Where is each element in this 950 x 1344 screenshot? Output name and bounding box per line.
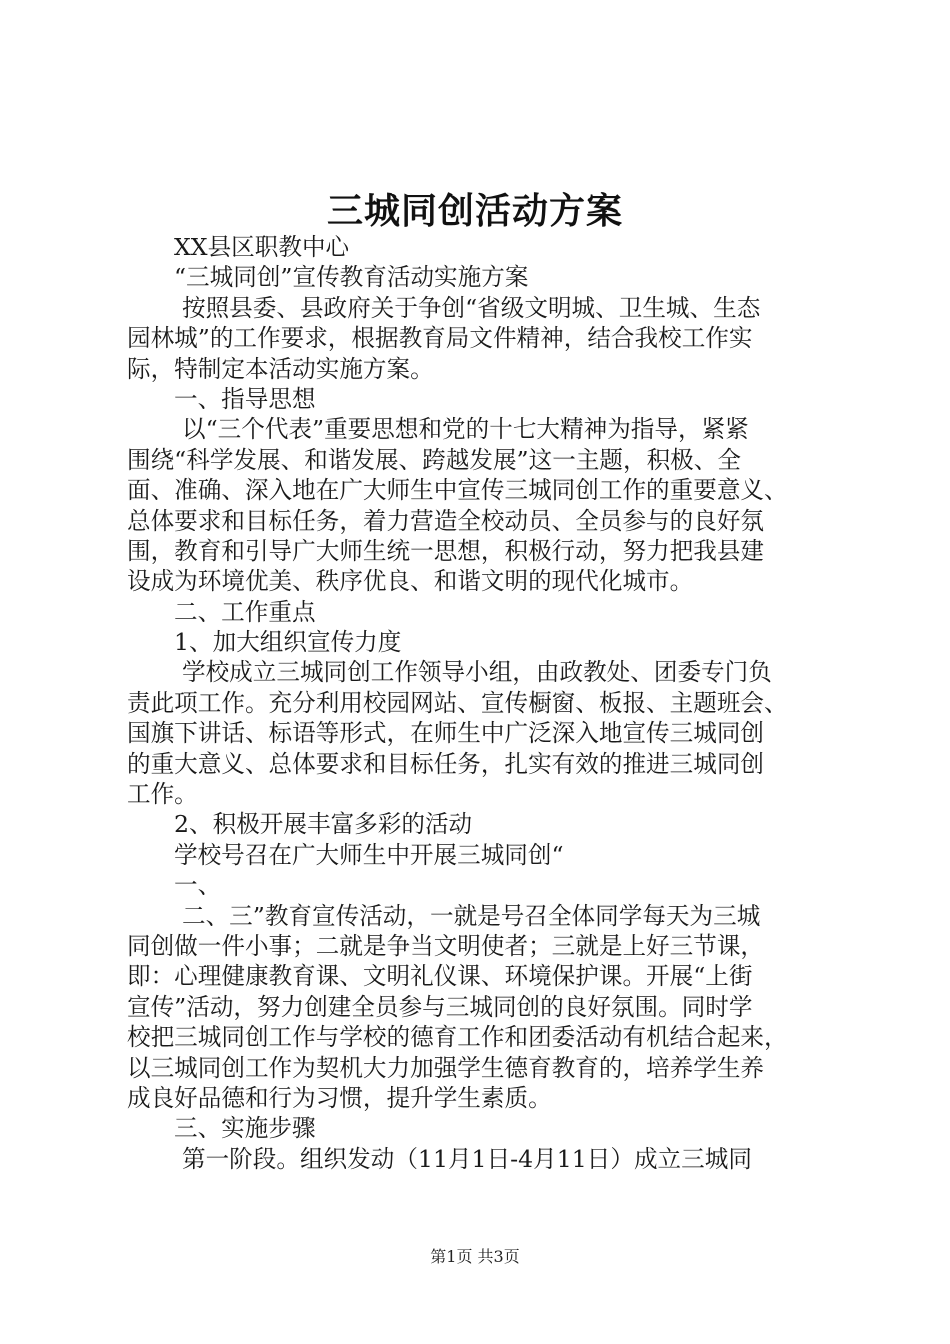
body-line: 责此项工作。充分利用校园网站、宣传橱窗、板报、主题班会、 [127,688,788,717]
subsection-heading: 1、加大组织宣传力度 [174,628,402,657]
page-number-footer: 第1页 共3页 [430,1247,520,1266]
body-line: 设成为环境优美、秩序优良、和谐文明的现代化城市。 [127,567,694,596]
body-line: 校把三城同创工作与学校的德育工作和团委活动有机结合起来， [127,1023,788,1052]
document-body [127,232,827,1174]
body-line: 围，教育和引导广大师生统一思想，积极行动，努力把我县建 [127,536,765,565]
body-line: 总体要求和目标任务，着力营造全校动员、全员参与的良好氛 [127,506,765,535]
body-line: 际，特制定本活动实施方案。 [127,354,434,383]
body-line: 学校号召在广大师生中开展三城同创“ [174,840,564,869]
body-line: 同创做一件小事；二就是争当文明使者；三就是上好三节课， [127,931,765,960]
body-line: 学校成立三城同创工作领导小组，由政教处、团委专门负 [182,658,772,687]
body-line: 围绕“科学发展、和谐发展、跨越发展”这一主题，积极、全 [127,445,741,474]
body-line: 国旗下讲话、标语等形式，在师生中广泛深入地宣传三城同创 [127,719,765,748]
body-line: 以三城同创工作为契机大力加强学生德育教育的，培养学生养 [127,1053,765,1082]
body-line: 按照县委、县政府关于争创“省级文明城、卫生城、生态 [182,293,761,322]
body-line: 第一阶段。组织发动（11月1日-4月11日）成立三城同 [182,1144,752,1173]
body-line: 以“三个代表”重要思想和党的十七大精神为指导，紧紧 [182,415,749,444]
body-line: 宣传”活动，努力创建全员参与三城同创的良好氛围。同时学 [127,992,753,1021]
body-line: 的重大意义、总体要求和目标任务，扎实有效的推进三城同创 [127,749,765,778]
body-line: 即：心理健康教育课、文明礼仪课、环境保护课。开展“上街 [127,962,753,991]
body-line: 一、 [174,871,222,900]
section-heading: 三、实施步骤 [174,1114,316,1143]
body-line: 工作。 [127,780,198,809]
body-line: 面、准确、深入地在广大师生中宣传三城同创工作的重要意义、 [127,476,788,505]
subsection-heading: 2、积极开展丰富多彩的活动 [174,810,473,839]
section-heading: 一、指导思想 [174,384,316,413]
body-line: 园林城”的工作要求，根据教育局文件精神，结合我校工作实 [127,324,753,353]
body-line: 成良好品德和行为习惯，提升学生素质。 [127,1083,552,1112]
body-line: XX县区职教中心 [174,233,350,261]
document-title: 三城同创活动方案 [326,190,623,232]
body-line: 二、三”教育宣传活动，一就是号召全体同学每天为三城 [182,901,761,930]
body-line: “三城同创”宣传教育活动实施方案 [174,263,529,292]
section-heading: 二、工作重点 [174,597,316,626]
